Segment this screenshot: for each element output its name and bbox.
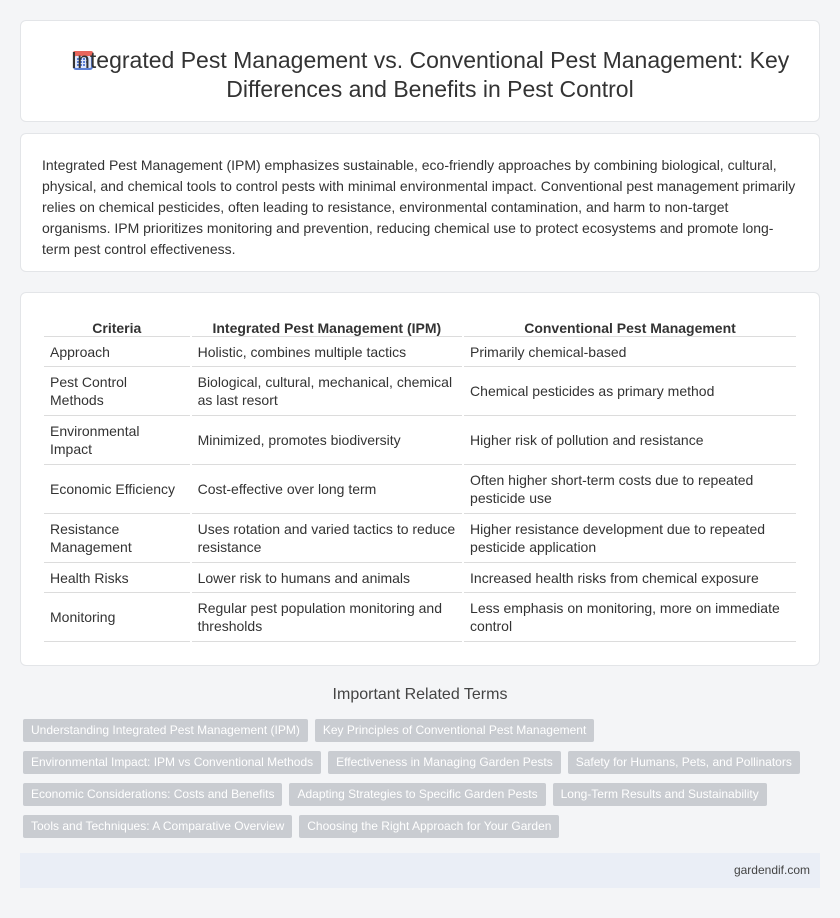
page-title: Integrated Pest Management vs. Conventional Pest Management: Key Differences and Benefits in Pest Control — [70, 47, 790, 102]
table-row — [44, 593, 796, 642]
comparison-table-card — [20, 292, 820, 666]
table-cell: Lower risk to humans and animals — [192, 563, 462, 593]
table-cell: Biological, cultural, mechanical, chemical as last resort — [192, 367, 462, 416]
related-term-tag[interactable]: Environmental Impact: IPM vs Conventional Methods — [23, 751, 321, 774]
related-term-tag[interactable]: Tools and Techniques: A Comparative Overview — [23, 815, 292, 838]
related-terms-list — [23, 719, 803, 847]
table-cell: Less emphasis on monitoring, more on immediate control — [464, 593, 796, 642]
table-row — [44, 514, 796, 563]
related-term-tag[interactable]: Economic Considerations: Costs and Benefits — [23, 783, 282, 806]
footer-site-link[interactable]: gardendif.com — [733, 863, 810, 877]
table-cell: Cost-effective over long term — [192, 465, 462, 514]
table-cell: Pest Control Methods — [44, 367, 190, 416]
related-term-tag[interactable]: Effectiveness in Managing Garden Pests — [328, 751, 561, 774]
table-cell: Higher risk of pollution and resistance — [464, 416, 796, 465]
table-cell: Economic Efficiency — [44, 465, 190, 514]
header-card — [20, 20, 820, 122]
table-cell: Regular pest population monitoring and thresholds — [192, 593, 462, 642]
table-cell: Primarily chemical-based — [464, 337, 796, 367]
related-term-tag[interactable]: Adapting Strategies to Specific Garden Pests — [289, 783, 545, 806]
table-row — [44, 563, 796, 593]
table-row — [44, 416, 796, 465]
related-term-tag[interactable]: Safety for Humans, Pets, and Pollinators — [568, 751, 800, 774]
table-cell: Approach — [44, 337, 190, 367]
comparison-table — [42, 315, 798, 642]
related-term-tag[interactable]: Long-Term Results and Sustainability — [553, 783, 767, 806]
column-header-conventional: Conventional Pest Management — [464, 315, 796, 337]
table-cell: Uses rotation and varied tactics to reduce resistance — [192, 514, 462, 563]
table-cell: Resistance Management — [44, 514, 190, 563]
table-cell: Chemical pesticides as primary method — [464, 367, 796, 416]
table-cell: Often higher short-term costs due to repeated pesticide use — [464, 465, 796, 514]
table-row — [44, 465, 796, 514]
table-cell: Environmental Impact — [44, 416, 190, 465]
table-cell: Health Risks — [44, 563, 190, 593]
table-header-row — [44, 315, 796, 337]
related-term-tag[interactable]: Understanding Integrated Pest Management (IPM) — [23, 719, 308, 742]
related-term-tag[interactable]: Choosing the Right Approach for Your Garden — [299, 815, 559, 838]
intro-card — [20, 133, 820, 272]
related-term-tag[interactable]: Key Principles of Conventional Pest Management — [315, 719, 594, 742]
column-header-ipm: Integrated Pest Management (IPM) — [192, 315, 462, 337]
table-row — [44, 337, 796, 367]
table-row — [44, 367, 796, 416]
column-header-criteria: Criteria — [44, 315, 190, 337]
table-cell: Higher resistance development due to repeated pesticide application — [464, 514, 796, 563]
table-cell: Minimized, promotes biodiversity — [192, 416, 462, 465]
footer — [20, 853, 820, 888]
table-cell: Increased health risks from chemical exposure — [464, 563, 796, 593]
table-cell: Holistic, combines multiple tactics — [192, 337, 462, 367]
intro-paragraph: Integrated Pest Management (IPM) emphasizes sustainable, eco-friendly approaches by combining biological, cultural, physical, and chemical tools to control pests with minimal environmental impact. Conventional pest management primarily relies on chemical pesticides, often leading to resistance, environmental contamination, and harm to non-target organisms. IPM prioritizes monitoring and prevention, reducing chemical use to protect ecosystems and promote long-term pest control effectiveness. — [42, 157, 796, 257]
table-cell: Monitoring — [44, 593, 190, 642]
related-terms-heading: Important Related Terms — [332, 686, 508, 703]
